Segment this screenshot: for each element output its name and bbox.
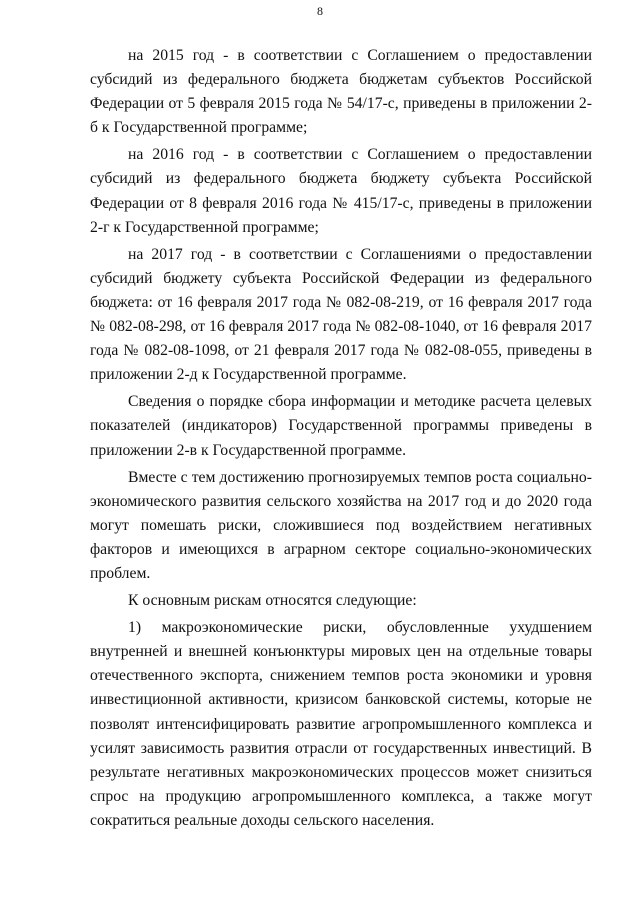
paragraph-main-risks-heading: К основным рискам относятся следующие:: [128, 592, 417, 610]
page-number: 8: [317, 4, 323, 18]
paragraph-subsidies-2015: на 2015 год - в соответствии с Соглашением о предоставлении субсидий из федерального бюджета бюджетам субъектов Российской Федерации от 5 февраля 2015 года № 54/17-с, приведены в приложении 2-б к Государственной программе;: [90, 47, 592, 137]
paragraph-indicators-info: Сведения о порядке сбора информации и методике расчета целевых показателей (индикаторов) Государственной программы приведены в приложении 2-в к Государственной программе.: [90, 393, 592, 459]
paragraph-macroeconomic-risks: 1) макроэкономические риски, обусловленные ухудшением внутренней и внешней конъюнктуры мировых цен на отдельные товары отечественного экспорта, снижением темпов роста экономики и уровня инвестиционной активности, кризисом банковской системы, которые не позволят интенсифицировать развитие агропромышленного комплекса и усилят зависимость развития отрасли от государственных инвестиций. В результате негативных макроэкономических процессов может снизиться спрос на продукцию агропромышленного комплекса, а также могут сократиться реальные доходы сельского населения.: [90, 619, 592, 829]
paragraph-subsidies-2016: на 2016 год - в соответствии с Соглашением о предоставлении субсидий из федерального бюджета бюджету субъекта Российской Федерации от 8 февраля 2016 года № 415/17-с, приведены в приложении 2-г к Государственной программе;: [90, 146, 592, 236]
document-body: [90, 44, 592, 836]
paragraph-subsidies-2017: на 2017 год - в соответствии с Соглашениями о предоставлении субсидий бюджету субъекта Российской Федерации из федерального бюджета: от 16 февраля 2017 года № 082-08-219, от 16 февраля 2017 года № 082-08-298, от 16 февраля 2017 года № 082-08-1040, от 16 февраля 2017 года № 082-08-1098, от 21 февраля 2017 года № 082-08-055, приведены в приложении 2-д к Государственной программе.: [90, 245, 592, 384]
paragraph-risks-intro: Вместе с тем достижению прогнозируемых темпов роста социально-экономического развития сельского хозяйства на 2017 год и до 2020 года могут помешать риски, сложившиеся под воздействием негативных факторов и имеющихся в аграрном секторе социально-экономических проблем.: [90, 468, 592, 582]
